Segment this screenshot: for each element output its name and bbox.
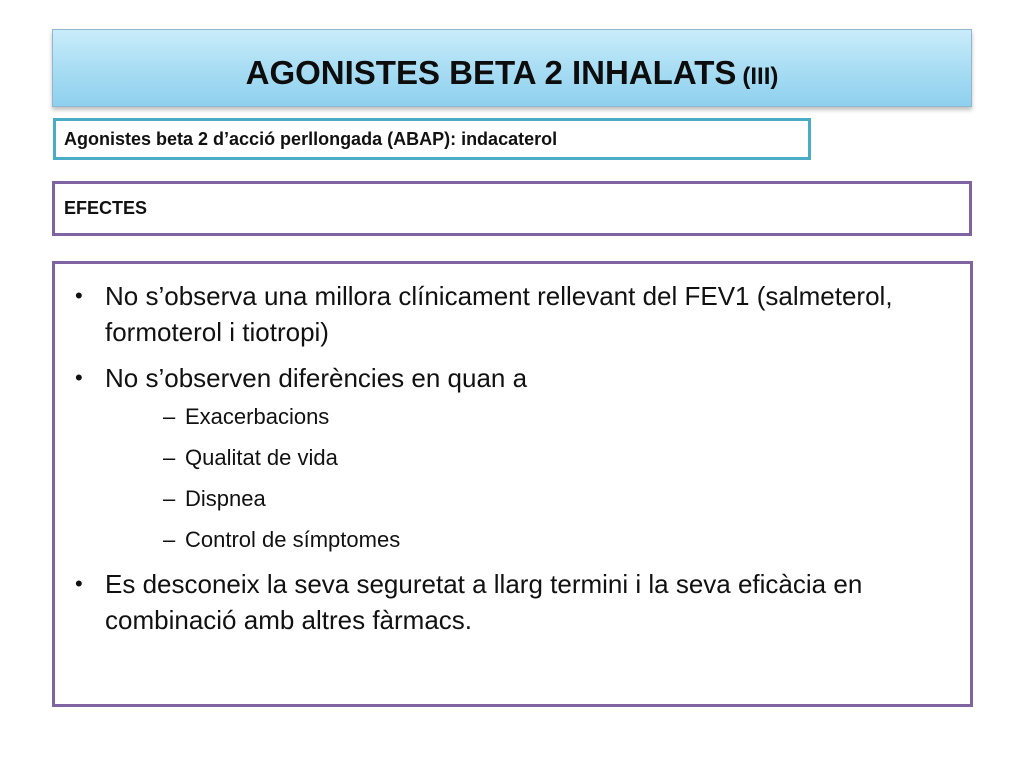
slide-title-suffix: (III): [742, 63, 779, 90]
sub-bullet-text: Exacerbacions: [185, 404, 330, 429]
bullet-text: No s’observa una millora clínicament rellevant del FEV1 (salmeterol, formoterol i tiotropi): [105, 281, 893, 347]
section-header-text: EFECTES: [64, 198, 148, 218]
subtitle-text: Agonistes beta 2 d’acció perllongada (ABAP): indacaterol: [64, 128, 558, 149]
dash-icon: –: [163, 527, 176, 552]
bullet-list: [69, 278, 950, 638]
bullet-item: [69, 360, 950, 555]
sub-bullet-item: [105, 525, 950, 555]
slide-title-main: AGONISTES BETA 2 INHALATS: [245, 54, 737, 91]
sub-bullet-list: [105, 402, 950, 555]
dash-icon: –: [163, 445, 176, 470]
sub-bullet-item: [105, 484, 950, 514]
dash-icon: –: [163, 404, 176, 429]
dash-icon: –: [163, 486, 176, 511]
sub-bullet-item: [105, 402, 950, 432]
sub-bullet-text: Qualitat de vida: [185, 445, 338, 470]
slide-title-box: [52, 29, 972, 107]
bullet-icon: •: [75, 365, 83, 390]
bullet-text: No s’observen diferències en quan a: [105, 363, 528, 393]
bullet-text: Es desconeix la seva seguretat a llarg termini i la seva eficàcia en combinació amb altres fàrmacs.: [105, 569, 863, 635]
subtitle-box: [53, 118, 811, 160]
sub-bullet-text: Dispnea: [185, 486, 266, 511]
sub-bullet-item: [105, 443, 950, 473]
bullet-item: [69, 278, 950, 350]
bullet-icon: •: [75, 283, 83, 308]
slide-title: [246, 54, 779, 92]
content-box: [52, 261, 973, 707]
bullet-item: [69, 566, 950, 638]
section-header-box: [52, 181, 972, 236]
bullet-icon: •: [75, 571, 83, 596]
sub-bullet-text: Control de símptomes: [185, 527, 401, 552]
